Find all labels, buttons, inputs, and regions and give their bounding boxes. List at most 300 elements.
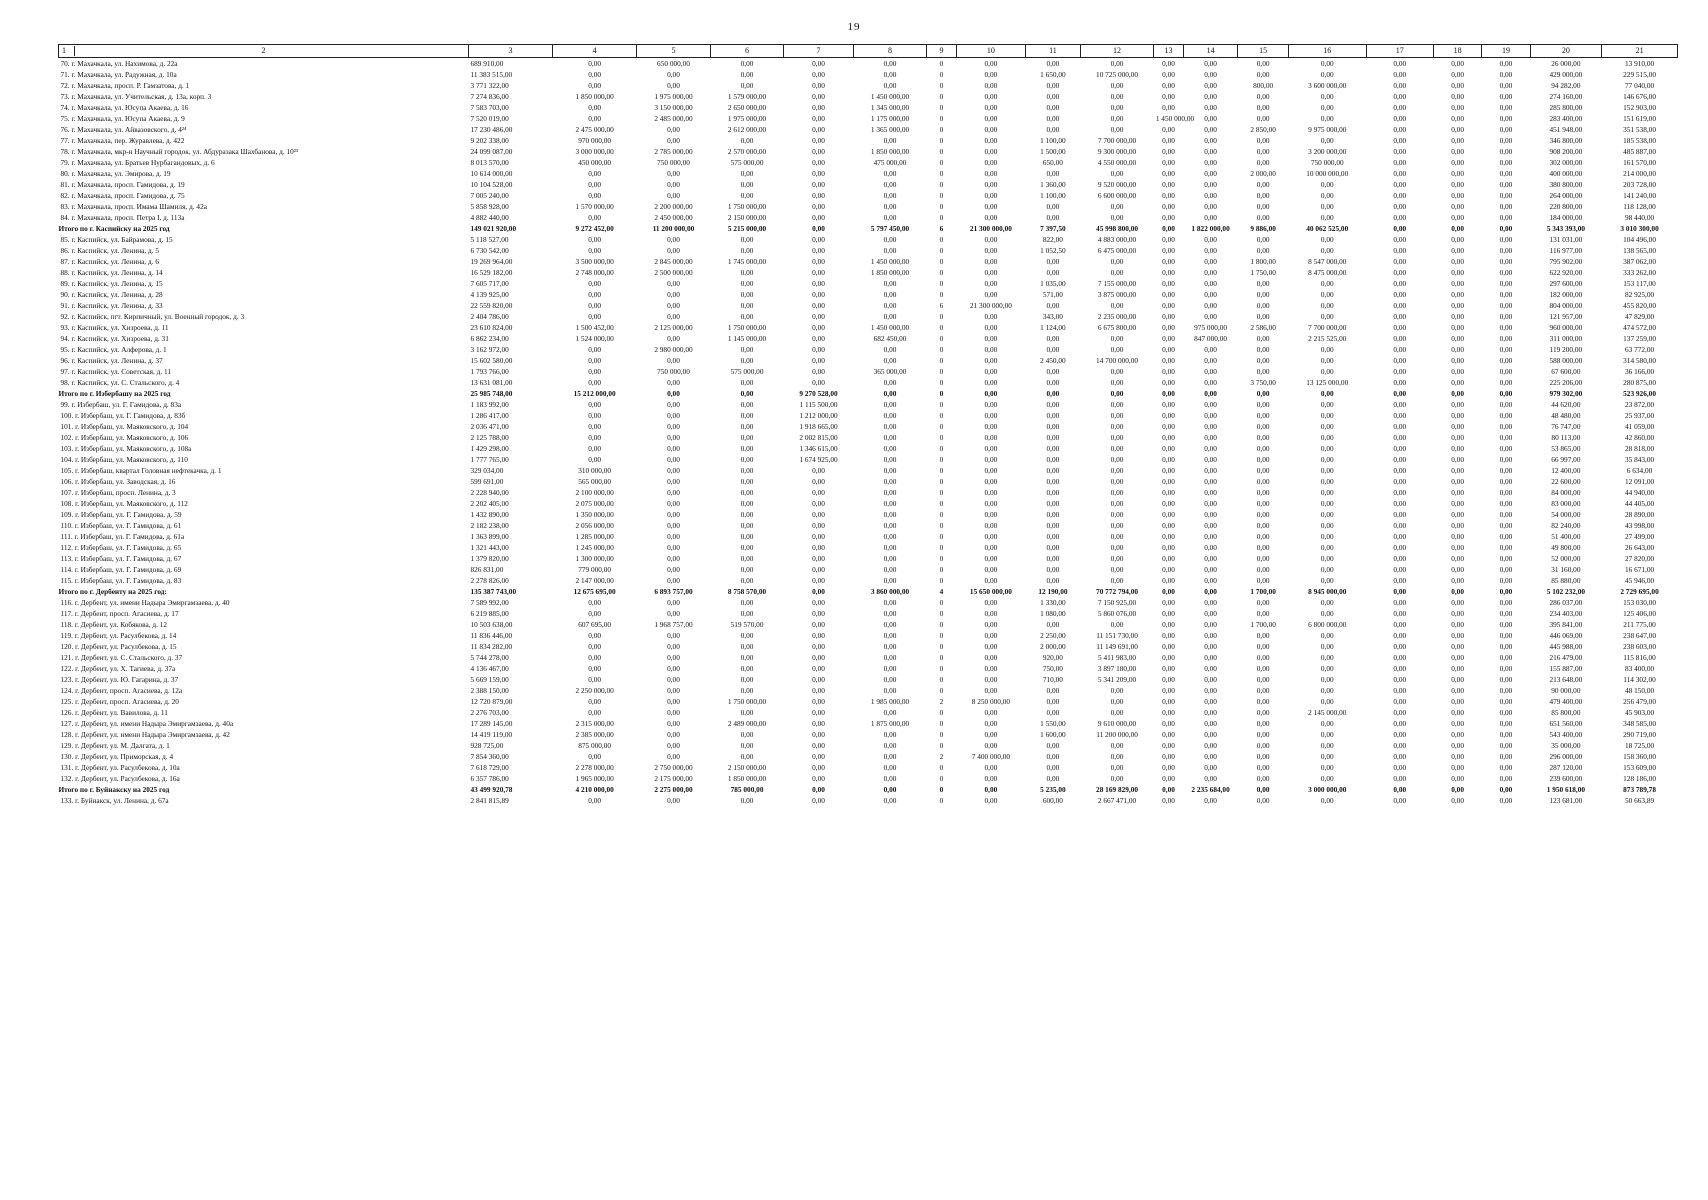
- cell-col-4: 1 245 000,00: [575, 542, 614, 552]
- row-name-cell: Итого по г. Избербашу на 2025 год: [58, 388, 171, 398]
- cell-col-10: 0,00: [984, 729, 998, 739]
- table-row: [59, 696, 1678, 707]
- cell-col-17: 0,00: [1393, 366, 1407, 376]
- cell-col-11: 750,00: [1042, 663, 1063, 673]
- table-row: [59, 674, 1678, 685]
- cell-col-16: 0,00: [1320, 630, 1334, 640]
- cell-col-19: 0,00: [1499, 212, 1513, 222]
- table-row: [59, 113, 1678, 124]
- cell-col-12: 0,00: [1110, 267, 1124, 277]
- cell-col-9: 0: [939, 465, 944, 475]
- cell-col-6: 0,00: [740, 234, 754, 244]
- cell-col-13: 0,00: [1162, 498, 1175, 508]
- cell-col-13: 0,00: [1162, 718, 1175, 728]
- cell-col-9: 0: [939, 663, 944, 673]
- table-row: [59, 432, 1678, 443]
- cell-col-20: 429 000,00: [1549, 69, 1583, 79]
- cell-col-19: 0,00: [1499, 256, 1513, 266]
- table-row: [59, 498, 1678, 509]
- table-row: [59, 179, 1678, 190]
- cell-col-4: 1 300 000,00: [575, 553, 614, 563]
- cell-col-17: 0,00: [1393, 608, 1407, 618]
- cell-col-21: 138 565,00: [1623, 245, 1656, 255]
- cell-col-12: 28 169 829,00: [1096, 784, 1139, 794]
- cell-col-21: 83 400,00: [1624, 663, 1655, 673]
- cell-col-10: 0,00: [984, 124, 998, 134]
- cell-col-19: 0,00: [1499, 685, 1513, 695]
- table-row: [59, 146, 1678, 157]
- cell-col-20: 979 302,00: [1549, 388, 1583, 398]
- cell-col-13: 0,00: [1162, 102, 1175, 112]
- cell-col-7: 0,00: [812, 465, 825, 475]
- cell-col-9: 2: [939, 696, 944, 706]
- cell-col-21: 3 010 300,00: [1620, 223, 1659, 233]
- cell-col-13: 0,00: [1162, 212, 1175, 222]
- cell-col-15: 0,00: [1256, 311, 1270, 321]
- table-row: [59, 509, 1678, 520]
- cell-col-8: 1 450 000,00: [870, 91, 910, 101]
- cell-col-7: 0,00: [812, 355, 825, 365]
- cell-col-19: 0,00: [1499, 696, 1513, 706]
- cell-col-10: 0,00: [984, 465, 998, 475]
- cell-col-19: 0,00: [1499, 223, 1513, 233]
- cell-col-8: 0,00: [883, 531, 897, 541]
- cell-col-5: 0,00: [667, 795, 680, 805]
- cell-col-8: 0,00: [883, 542, 897, 552]
- cell-col-3: 13 631 081,00: [470, 377, 513, 387]
- cell-col-11: 0,00: [1046, 201, 1060, 211]
- column-header-18: 18: [1433, 45, 1481, 58]
- cell-col-19: 0,00: [1499, 322, 1513, 332]
- cell-col-17: 0,00: [1393, 234, 1407, 244]
- cell-col-5: 2 750 000,00: [654, 762, 693, 772]
- table-row: [59, 377, 1678, 388]
- cell-col-17: 0,00: [1393, 135, 1407, 145]
- cell-col-12: 0,00: [1110, 377, 1124, 387]
- cell-col-4: 3 000 000,00: [575, 146, 614, 156]
- cell-col-14: 0,00: [1204, 102, 1217, 112]
- cell-col-19: 0,00: [1499, 300, 1513, 310]
- cell-col-6: 8 758 570,00: [727, 586, 767, 596]
- cell-col-8: 475 000,00: [873, 157, 907, 167]
- cell-col-5: 750 000,00: [657, 366, 690, 376]
- cell-col-5: 0,00: [667, 377, 680, 387]
- cell-col-14: 0,00: [1204, 256, 1217, 266]
- cell-col-4: 310 000,00: [578, 465, 612, 475]
- cell-col-18: 0,00: [1451, 740, 1464, 750]
- cell-col-20: 264 000,00: [1549, 190, 1583, 200]
- cell-col-20: 85 800,00: [1551, 707, 1581, 717]
- cell-col-16: 0,00: [1320, 355, 1334, 365]
- cell-col-9: 2: [939, 751, 944, 761]
- table-header: [59, 45, 1678, 58]
- cell-col-10: 7 400 000,00: [971, 751, 1011, 761]
- cell-col-14: 0,00: [1204, 465, 1217, 475]
- cell-col-10: 0,00: [984, 762, 998, 772]
- cell-col-5: 0,00: [667, 289, 680, 299]
- cell-col-4: 0,00: [588, 641, 602, 651]
- cell-col-6: 0,00: [740, 685, 754, 695]
- cell-col-19: 0,00: [1499, 608, 1513, 618]
- cell-col-8: 0,00: [883, 190, 897, 200]
- cell-col-9: 0: [939, 608, 944, 618]
- cell-col-8: 1 175 000,00: [870, 113, 910, 123]
- cell-col-4: 0,00: [588, 608, 602, 618]
- cell-col-7: 0,00: [812, 520, 825, 530]
- cell-col-19: 0,00: [1499, 773, 1513, 783]
- cell-col-16: 0,00: [1320, 498, 1334, 508]
- cell-col-8: 0,00: [883, 168, 897, 178]
- cell-col-15: 0,00: [1256, 498, 1270, 508]
- cell-col-11: 0,00: [1046, 124, 1060, 134]
- row-name-cell: 125. г. Дербент, просп. Агасиева, д. 20: [60, 696, 179, 706]
- cell-col-20: 234 403,00: [1549, 608, 1583, 618]
- cell-col-13: 0,00: [1162, 575, 1175, 585]
- cell-col-6: 0,00: [740, 69, 754, 79]
- cell-col-14: 0,00: [1204, 124, 1217, 134]
- cell-col-11: 0,00: [1046, 212, 1060, 222]
- cell-col-15: 0,00: [1256, 762, 1270, 772]
- cell-col-20: 296 000,00: [1549, 751, 1583, 761]
- cell-col-20: 1 950 618,00: [1546, 784, 1586, 794]
- cell-col-5: 2 125 000,00: [654, 322, 693, 332]
- cell-col-5: 0,00: [667, 311, 680, 321]
- cell-col-21: 137 259,00: [1623, 333, 1656, 343]
- cell-col-13: 0,00: [1162, 146, 1175, 156]
- cell-col-14: 0,00: [1204, 179, 1217, 189]
- cell-col-11: 0,00: [1046, 685, 1060, 695]
- cell-col-9: 0: [939, 311, 944, 321]
- cell-col-7: 0,00: [812, 740, 825, 750]
- cell-col-7: 0,00: [812, 366, 825, 376]
- cell-col-18: 0,00: [1451, 608, 1464, 618]
- cell-col-5: 0,00: [667, 685, 680, 695]
- cell-col-21: 523 926,00: [1623, 388, 1656, 398]
- cell-col-15: 0,00: [1256, 399, 1270, 409]
- cell-col-16: 0,00: [1320, 421, 1334, 431]
- cell-col-4: 565 000,00: [578, 476, 612, 486]
- cell-col-4: 0,00: [588, 410, 602, 420]
- cell-col-12: 0,00: [1110, 498, 1124, 508]
- cell-col-12: 0,00: [1110, 399, 1124, 409]
- cell-col-7: 0,00: [812, 245, 825, 255]
- cell-col-15: 0,00: [1256, 410, 1270, 420]
- cell-col-16: 0,00: [1320, 674, 1334, 684]
- cell-col-15: 1 700,00: [1250, 619, 1276, 629]
- cell-col-7: 0,00: [812, 751, 825, 761]
- cell-col-5: 0,00: [667, 135, 680, 145]
- cell-col-17: 0,00: [1393, 641, 1407, 651]
- cell-col-8: 0,00: [883, 300, 897, 310]
- cell-col-7: 0,00: [812, 256, 825, 266]
- cell-col-8: 1 450 000,00: [870, 256, 910, 266]
- cell-col-20: 302 000,00: [1549, 157, 1583, 167]
- cell-col-18: 0,00: [1451, 652, 1464, 662]
- cell-col-7: 0,00: [812, 377, 825, 387]
- cell-col-7: 0,00: [812, 102, 825, 112]
- cell-col-12: 9 520 000,00: [1097, 179, 1137, 189]
- cell-col-7: 0,00: [812, 278, 825, 288]
- cell-col-12: 0,00: [1110, 300, 1124, 310]
- cell-col-15: 2 000,00: [1250, 168, 1276, 178]
- cell-col-14: 0,00: [1204, 278, 1217, 288]
- cell-col-12: 0,00: [1110, 421, 1124, 431]
- cell-col-7: 0,00: [812, 223, 825, 233]
- cell-col-9: 0: [939, 410, 944, 420]
- column-header-4: 4: [553, 45, 637, 58]
- cell-col-11: 0,00: [1046, 619, 1060, 629]
- cell-col-4: 450 000,00: [578, 157, 612, 167]
- cell-col-8: 0,00: [883, 773, 897, 783]
- table-row: [59, 69, 1678, 80]
- cell-col-17: 0,00: [1393, 377, 1407, 387]
- row-name-cell: 72. г. Махачкала, просп. Р. Гамзатова, д. 1: [60, 80, 190, 90]
- cell-col-18: 0,00: [1451, 432, 1464, 442]
- cell-col-21: 18 725,00: [1624, 740, 1655, 750]
- cell-col-18: 0,00: [1451, 157, 1464, 167]
- cell-col-20: 395 841,00: [1549, 619, 1583, 629]
- cell-col-21: 41 059,00: [1624, 421, 1655, 431]
- cell-col-3: 15 602 580,00: [470, 355, 513, 365]
- cell-col-3: 1 183 992,00: [470, 399, 509, 409]
- cell-col-6: 575 000,00: [730, 157, 764, 167]
- cell-col-3: 7 274 836,00: [470, 91, 509, 101]
- cell-col-15: 0,00: [1256, 553, 1270, 563]
- cell-col-13: 0,00: [1162, 608, 1175, 618]
- cell-col-3: 10 104 528,00: [470, 179, 513, 189]
- cell-col-20: 446 069,00: [1549, 630, 1583, 640]
- cell-col-13: 0,00: [1162, 762, 1175, 772]
- table-row: [59, 443, 1678, 454]
- cell-col-11: 0,00: [1046, 465, 1060, 475]
- cell-col-6: 0,00: [740, 476, 754, 486]
- cell-col-6: 0,00: [740, 289, 754, 299]
- cell-col-6: 2 570 000,00: [727, 146, 767, 156]
- row-name-cell: 78. г. Махачкала, мкр-н Научный городок, ул. Абдуразака Шахбанова, д. 10²³: [60, 146, 299, 156]
- cell-col-13: 0,00: [1162, 674, 1175, 684]
- cell-col-16: 0,00: [1320, 58, 1334, 68]
- cell-col-9: 0: [939, 575, 944, 585]
- cell-col-17: 0,00: [1393, 729, 1407, 739]
- cell-col-20: 26 000,00: [1551, 58, 1581, 68]
- cell-col-3: 7 854 360,00: [470, 751, 509, 761]
- table-row: [59, 575, 1678, 586]
- cell-col-12: 0,00: [1110, 201, 1124, 211]
- cell-col-7: 0,00: [812, 729, 825, 739]
- cell-col-5: 0,00: [667, 630, 680, 640]
- cell-col-6: 0,00: [740, 311, 754, 321]
- cell-col-9: 0: [939, 256, 944, 266]
- cell-col-13: 0,00: [1162, 366, 1175, 376]
- cell-col-3: 1 321 443,00: [470, 542, 509, 552]
- cell-col-19: 0,00: [1499, 278, 1513, 288]
- cell-col-18: 0,00: [1451, 564, 1464, 574]
- cell-col-8: 0,00: [883, 465, 897, 475]
- cell-col-16: 0,00: [1320, 542, 1334, 552]
- cell-col-5: 750 000,00: [657, 157, 690, 167]
- cell-col-11: 1 360,00: [1040, 179, 1066, 189]
- cell-col-5: 0,00: [667, 674, 680, 684]
- cell-col-18: 0,00: [1451, 476, 1464, 486]
- cell-col-17: 0,00: [1393, 498, 1407, 508]
- cell-col-10: 0,00: [984, 443, 998, 453]
- cell-col-14: 0,00: [1204, 58, 1217, 68]
- cell-col-13: 0,00: [1162, 476, 1175, 486]
- row-name-cell: Итого по г. Дербенту на 2025 год:: [58, 586, 167, 596]
- cell-col-5: 3 150 000,00: [654, 102, 693, 112]
- cell-col-8: 0,00: [883, 707, 897, 717]
- cell-col-5: 2 275 000,00: [654, 784, 693, 794]
- cell-col-5: 0,00: [667, 740, 680, 750]
- cell-col-10: 0,00: [984, 410, 998, 420]
- cell-col-21: 387 062,00: [1623, 256, 1656, 266]
- cell-col-7: 0,00: [812, 784, 825, 794]
- cell-col-12: 7 150 925,00: [1097, 597, 1137, 607]
- cell-col-13: 0,00: [1162, 333, 1175, 343]
- cell-col-8: 0,00: [883, 432, 897, 442]
- cell-col-17: 0,00: [1393, 168, 1407, 178]
- cell-col-11: 822,00: [1042, 234, 1063, 244]
- cell-col-14: 0,00: [1204, 707, 1217, 717]
- cell-col-12: 4 883 000,00: [1097, 234, 1137, 244]
- cell-col-3: 4 882 440,00: [470, 212, 509, 222]
- budget-table-sheet: [58, 44, 1678, 806]
- cell-col-21: 28 818,00: [1624, 443, 1655, 453]
- cell-col-8: 0,00: [883, 740, 897, 750]
- cell-col-9: 0: [939, 278, 944, 288]
- row-name-cell: 74. г. Махачкала, ул. Юсупа Акаева, д. 16: [60, 102, 189, 112]
- cell-col-12: 6 675 800,00: [1097, 322, 1137, 332]
- cell-col-8: 0,00: [883, 278, 897, 288]
- cell-col-9: 0: [939, 454, 944, 464]
- table-row: [59, 157, 1678, 168]
- cell-col-11: 0,00: [1046, 366, 1060, 376]
- cell-col-10: 0,00: [984, 113, 998, 123]
- cell-col-9: 0: [939, 685, 944, 695]
- cell-col-11: 0,00: [1046, 333, 1060, 343]
- cell-col-15: 0,00: [1256, 69, 1270, 79]
- table-row-total: [59, 586, 1678, 597]
- cell-col-12: 0,00: [1110, 575, 1124, 585]
- cell-col-21: 47 829,00: [1624, 311, 1655, 321]
- cell-col-13: 0,00: [1162, 157, 1175, 167]
- cell-col-21: 485 887,00: [1623, 146, 1656, 156]
- table-row: [59, 355, 1678, 366]
- cell-col-9: 0: [939, 641, 944, 651]
- cell-col-6: 0,00: [740, 135, 754, 145]
- cell-col-13: 0,00: [1162, 245, 1175, 255]
- cell-col-12: 0,00: [1110, 113, 1124, 123]
- column-header-9: 9: [927, 45, 956, 58]
- cell-col-11: 0,00: [1046, 91, 1060, 101]
- table-row: [59, 399, 1678, 410]
- cell-col-10: 0,00: [984, 487, 998, 497]
- cell-col-14: 0,00: [1204, 421, 1217, 431]
- table-row: [59, 322, 1678, 333]
- cell-col-12: 5 341 209,00: [1097, 674, 1137, 684]
- cell-col-5: 0,00: [667, 729, 680, 739]
- cell-col-9: 0: [939, 80, 944, 90]
- cell-col-19: 0,00: [1499, 157, 1513, 167]
- cell-col-7: 0,00: [812, 663, 825, 673]
- cell-col-7: 0,00: [812, 718, 825, 728]
- cell-col-14: 975 000,00: [1194, 322, 1227, 332]
- cell-col-19: 0,00: [1499, 102, 1513, 112]
- cell-col-18: 0,00: [1451, 674, 1464, 684]
- cell-col-16: 0,00: [1320, 454, 1334, 464]
- cell-col-13: 0,00: [1162, 377, 1175, 387]
- cell-col-13: 0,00: [1162, 586, 1175, 596]
- cell-col-10: 0,00: [984, 267, 998, 277]
- cell-col-19: 0,00: [1499, 795, 1513, 805]
- column-header-19: 19: [1482, 45, 1530, 58]
- cell-col-4: 2 475 000,00: [575, 124, 614, 134]
- cell-col-3: 19 269 964,00: [470, 256, 513, 266]
- cell-col-17: 0,00: [1393, 223, 1407, 233]
- cell-col-13: 0,00: [1162, 685, 1175, 695]
- cell-col-9: 0: [939, 597, 944, 607]
- cell-col-4: 779 000,00: [578, 564, 612, 574]
- cell-col-19: 0,00: [1499, 124, 1513, 134]
- column-header-1: 1: [62, 46, 75, 56]
- cell-col-7: 0,00: [812, 542, 825, 552]
- cell-col-18: 0,00: [1451, 344, 1464, 354]
- cell-col-15: 1 750,00: [1250, 267, 1276, 277]
- cell-col-21: 203 728,00: [1623, 179, 1656, 189]
- cell-col-11: 0,00: [1046, 498, 1060, 508]
- table-row: [59, 619, 1678, 630]
- cell-col-17: 0,00: [1393, 564, 1407, 574]
- cell-col-21: 185 538,00: [1623, 135, 1656, 145]
- cell-col-18: 0,00: [1451, 322, 1464, 332]
- cell-col-5: 0,00: [667, 124, 680, 134]
- cell-col-20: 54 000,00: [1551, 509, 1581, 519]
- cell-col-7: 0,00: [812, 608, 825, 618]
- table-row: [59, 531, 1678, 542]
- cell-col-21: 77 040,00: [1624, 80, 1655, 90]
- cell-col-20: 274 160,00: [1549, 91, 1583, 101]
- cell-col-10: 0,00: [984, 245, 998, 255]
- cell-col-21: 314 580,00: [1623, 355, 1656, 365]
- table-row: [59, 718, 1678, 729]
- cell-col-7: 0,00: [812, 289, 825, 299]
- table-row: [59, 124, 1678, 135]
- cell-col-4: 3 500 000,00: [575, 256, 614, 266]
- cell-col-19: 0,00: [1499, 487, 1513, 497]
- cell-col-5: 0,00: [667, 465, 680, 475]
- cell-col-10: 0,00: [984, 718, 998, 728]
- cell-col-13: 0,00: [1162, 80, 1175, 90]
- cell-col-21: 42 860,00: [1624, 432, 1655, 442]
- table-row: [59, 652, 1678, 663]
- cell-col-8: 1 450 000,00: [870, 322, 910, 332]
- cell-col-12: 0,00: [1110, 102, 1124, 112]
- cell-col-6: 0,00: [740, 564, 754, 574]
- cell-col-9: 0: [939, 542, 944, 552]
- cell-col-3: 7 520 019,00: [470, 113, 509, 123]
- cell-col-3: 2 404 786,00: [470, 311, 509, 321]
- cell-col-8: 0,00: [883, 663, 897, 673]
- cell-col-6: 0,00: [740, 168, 754, 178]
- cell-col-13: 0,00: [1162, 124, 1175, 134]
- cell-col-15: 0,00: [1256, 729, 1270, 739]
- table-row: [59, 465, 1678, 476]
- cell-col-18: 0,00: [1451, 553, 1464, 563]
- cell-col-13: 0,00: [1162, 509, 1175, 519]
- cell-col-21: 153 030,00: [1623, 597, 1656, 607]
- cell-col-15: 0,00: [1256, 707, 1270, 717]
- cell-col-20: 239 600,00: [1549, 773, 1583, 783]
